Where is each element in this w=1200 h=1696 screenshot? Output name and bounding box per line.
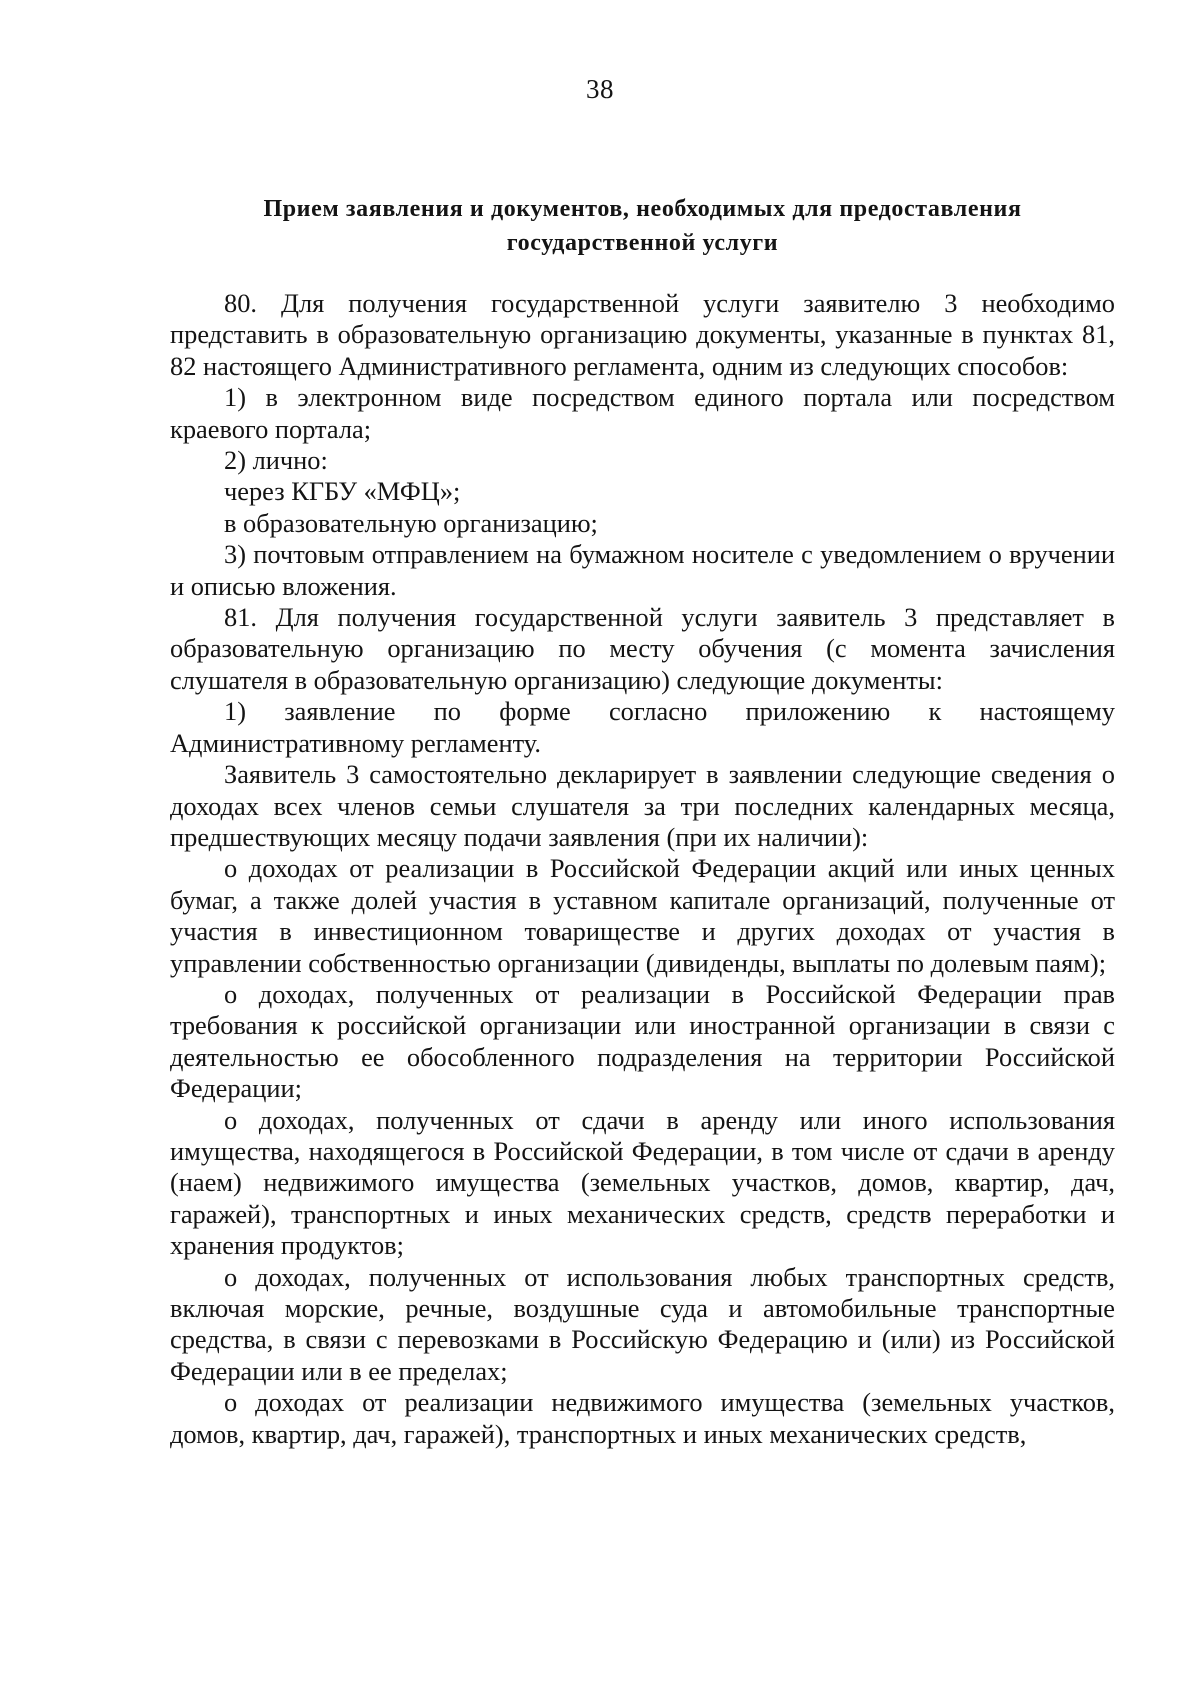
income-item-transport: о доходах, полученных от использования любых транспортных средств, включая морские, речные, воздушные суда и автомобильные транспортные средства, в связи с перевозками в Российскую Федерацию и (или) из Российской Федерации или в ее пределах;: [170, 1261, 1115, 1386]
list-item-in-person: 2) лично:: [224, 445, 328, 476]
income-item-rent: о доходах, полученных от сдачи в аренду или иного использования имущества, находящегося в Российской Федерации, в том числе от сдачи в аренду (наем) недвижимого имущества (земельных участков, домов, квартир, дач, гаражей), транспортных и иных механических средств, средств переработки и хранения продуктов;: [170, 1104, 1115, 1261]
paragraph-81: 81. Для получения государственной услуги заявитель 3 представляет в образовательную организацию по месту обучения (с момента зачисления слушателя в образовательную организацию) следующие документы:: [170, 602, 1115, 695]
income-item-claims: о доходах, полученных от реализации в Российской Федерации прав требования к российской организации или иностранной организации в связи с деятельностью ее обособленного подразделения на территории Российской Федерации;: [170, 978, 1115, 1104]
list-subitem-mfc: через КГБУ «МФЦ»;: [224, 476, 461, 507]
list-item-post: 3) почтовым отправлением на бумажном носителе с уведомлением о вручении и описью вложения.: [170, 539, 1115, 601]
income-item-real-estate: о доходах от реализации недвижимого имущества (земельных участков, домов, квартир, дач, гаражей), транспортных и иных механических средств,: [170, 1387, 1115, 1449]
document-body: [170, 288, 1115, 1450]
list-subitem-organization: в образовательную организацию;: [224, 507, 598, 538]
list-item-electronic: 1) в электронном виде посредством единого портала или посредством краевого портала;: [170, 382, 1115, 444]
page-number: 38: [586, 74, 614, 104]
section-heading: Прием заявления и документов, необходимых для предоставления государственной услуги: [263, 196, 1022, 256]
paragraph-declaration: Заявитель 3 самостоятельно декларирует в заявлении следующие сведения о доходах всех членов семьи слушателя за три последних календарных месяца, предшествующих месяцу подачи заявления (при их наличии):: [170, 759, 1115, 852]
list-item-application: 1) заявление по форме согласно приложению к настоящему Административному регламенту.: [170, 696, 1115, 758]
income-item-securities: о доходах от реализации в Российской Федерации акций или иных ценных бумаг, а также долей участия в уставном капитале организаций, полученные от участия в инвестиционном товариществе и других доходах от участия в управлении собственностью организации (дивиденды, выплаты по долевым паям);: [170, 853, 1115, 978]
paragraph-80: 80. Для получения государственной услуги заявителю 3 необходимо представить в образовательную организацию документы, указанные в пунктах 81, 82 настоящего Административного регламента, одним из следующих способов:: [170, 288, 1115, 381]
